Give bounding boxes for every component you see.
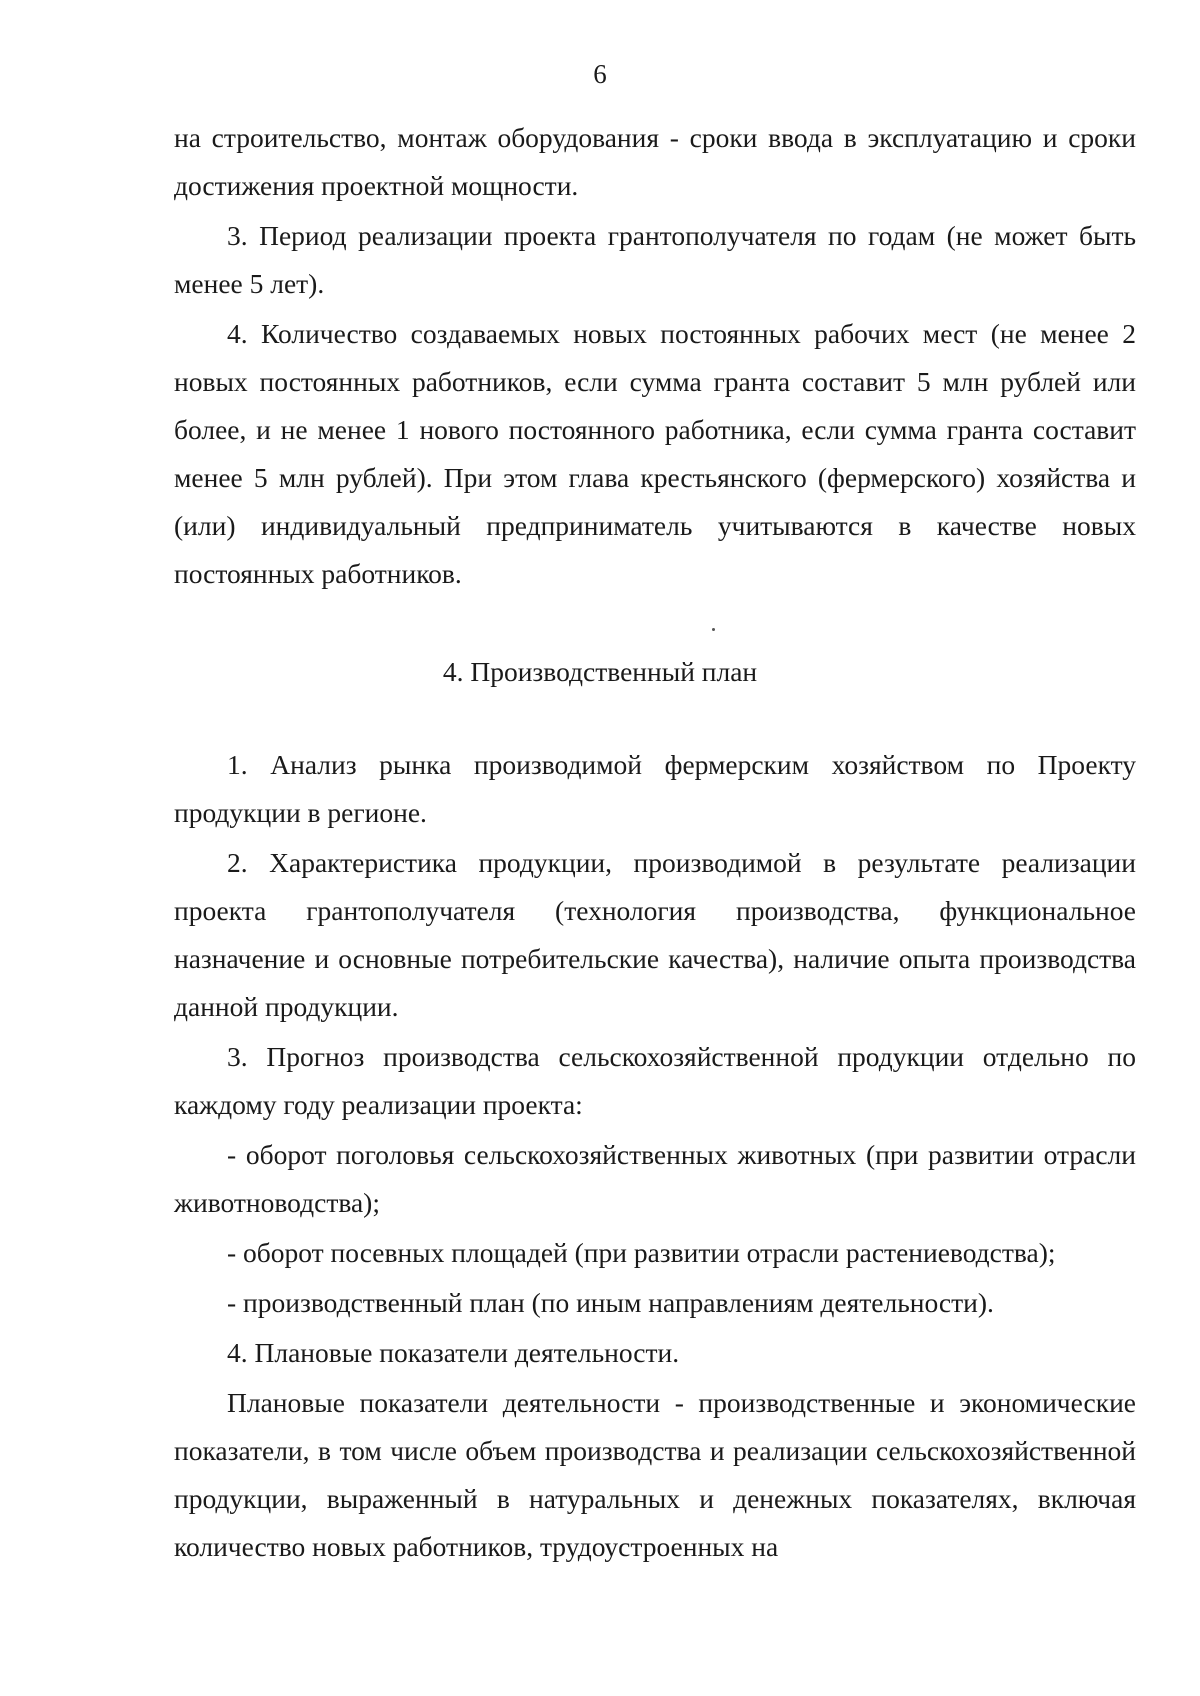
paragraph-item-3: 3. Период реализации проекта грантополучателя по годам (не может быть менее 5 лет).	[174, 220, 1136, 299]
scan-dot	[712, 628, 715, 631]
bullet-production-plan: - производственный план (по иным направлениям деятельности).	[227, 1287, 994, 1318]
paragraph-planned-indicators: 4. Плановые показатели деятельности.	[227, 1337, 680, 1368]
bullet-crop-area: - оборот посевных площадей (при развитии отрасли растениеводства);	[227, 1237, 1056, 1268]
top-text-block	[174, 114, 1136, 598]
bullet-livestock: - оборот поголовья сельскохозяйственных животных (при развитии отрасли животноводства);	[174, 1139, 1136, 1218]
paragraph-continuation: на строительство, монтаж оборудования - сроки ввода в эксплуатацию и сроки достижения проектной мощности.	[174, 122, 1136, 201]
paragraph-product-characteristics: 2. Характеристика продукции, производимой в результате реализации проекта грантополучателя (технология производства, функциональное назначение и основные потребительские качества), наличие опыта производства данной продукции.	[174, 847, 1136, 1022]
paragraph-production-forecast: 3. Прогноз производства сельскохозяйственной продукции отдельно по каждому году реализации проекта:	[174, 1041, 1136, 1120]
paragraph-indicators-definition: Плановые показатели деятельности - производственные и экономические показатели, в том числе объем производства и реализации сельскохозяйственной продукции, выраженный в натуральных и денежных показателях, включая количество новых работников, трудоустроенных на	[174, 1387, 1136, 1562]
section-text-block	[174, 741, 1136, 1571]
section-heading: 4. Производственный план	[442, 656, 758, 687]
paragraph-market-analysis: 1. Анализ рынка производимой фермерским хозяйством по Проекту продукции в регионе.	[174, 749, 1136, 828]
page-number: 6	[593, 59, 607, 89]
paragraph-item-4: 4. Количество создаваемых новых постоянных рабочих мест (не менее 2 новых постоянных работников, если сумма гранта составит 5 млн рублей или более, и не менее 1 нового постоянного работника, если сумма гранта составит менее 5 млн рублей). При этом глава крестьянского (фермерского) хозяйства и (или) индивидуальный предприниматель учитываются в качестве новых постоянных работников.	[174, 318, 1136, 589]
